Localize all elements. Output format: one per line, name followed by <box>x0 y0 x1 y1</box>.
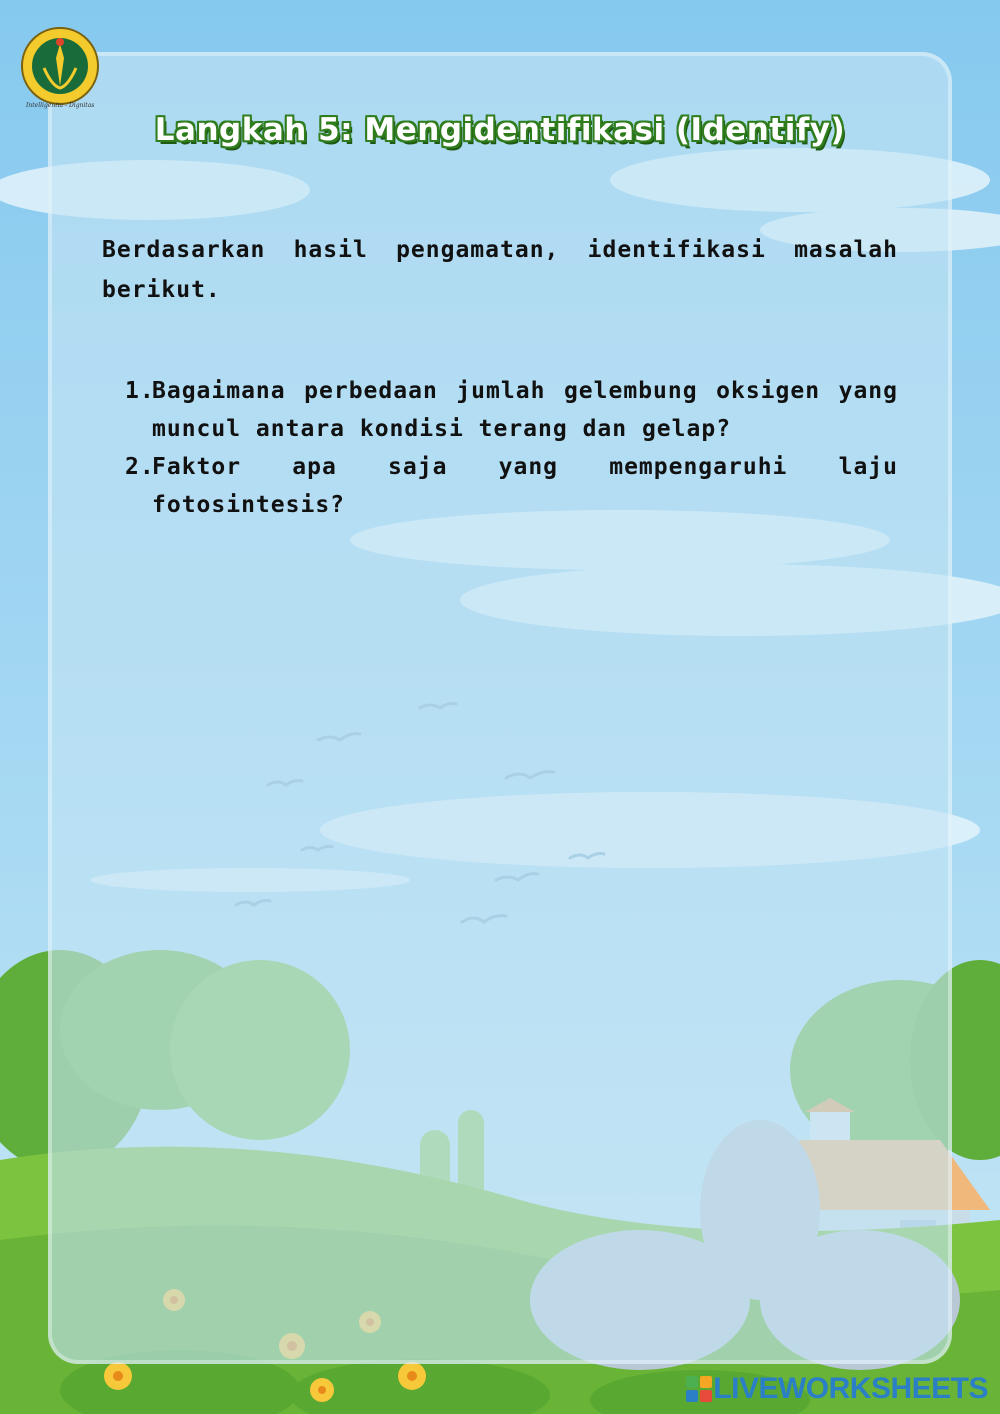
question-number: 2. <box>125 454 155 480</box>
question-text: Bagaimana perbedaan jumlah gelembung oksigen yang muncul antara kondisi terang dan gelap? <box>152 378 898 442</box>
question-list <box>125 372 898 524</box>
list-item <box>125 448 898 524</box>
brand-name: LIVEWORKSHEETS <box>713 1372 988 1405</box>
liveworksheets-logo-icon <box>685 1375 713 1403</box>
intro-paragraph: Berdasarkan hasil pengamatan, identifikasi masalah berikut. <box>102 237 898 303</box>
page-title: Langkah 5: Mengidentifikasi (Identify) <box>154 112 846 148</box>
brand-watermark[interactable] <box>685 1372 988 1406</box>
question-text: Faktor apa saja yang mempengaruhi laju fotosintesis? <box>152 454 898 518</box>
motto-text: Intelligentia - Dignitas <box>26 102 95 109</box>
question-number: 1. <box>125 378 155 404</box>
list-item <box>125 372 898 448</box>
